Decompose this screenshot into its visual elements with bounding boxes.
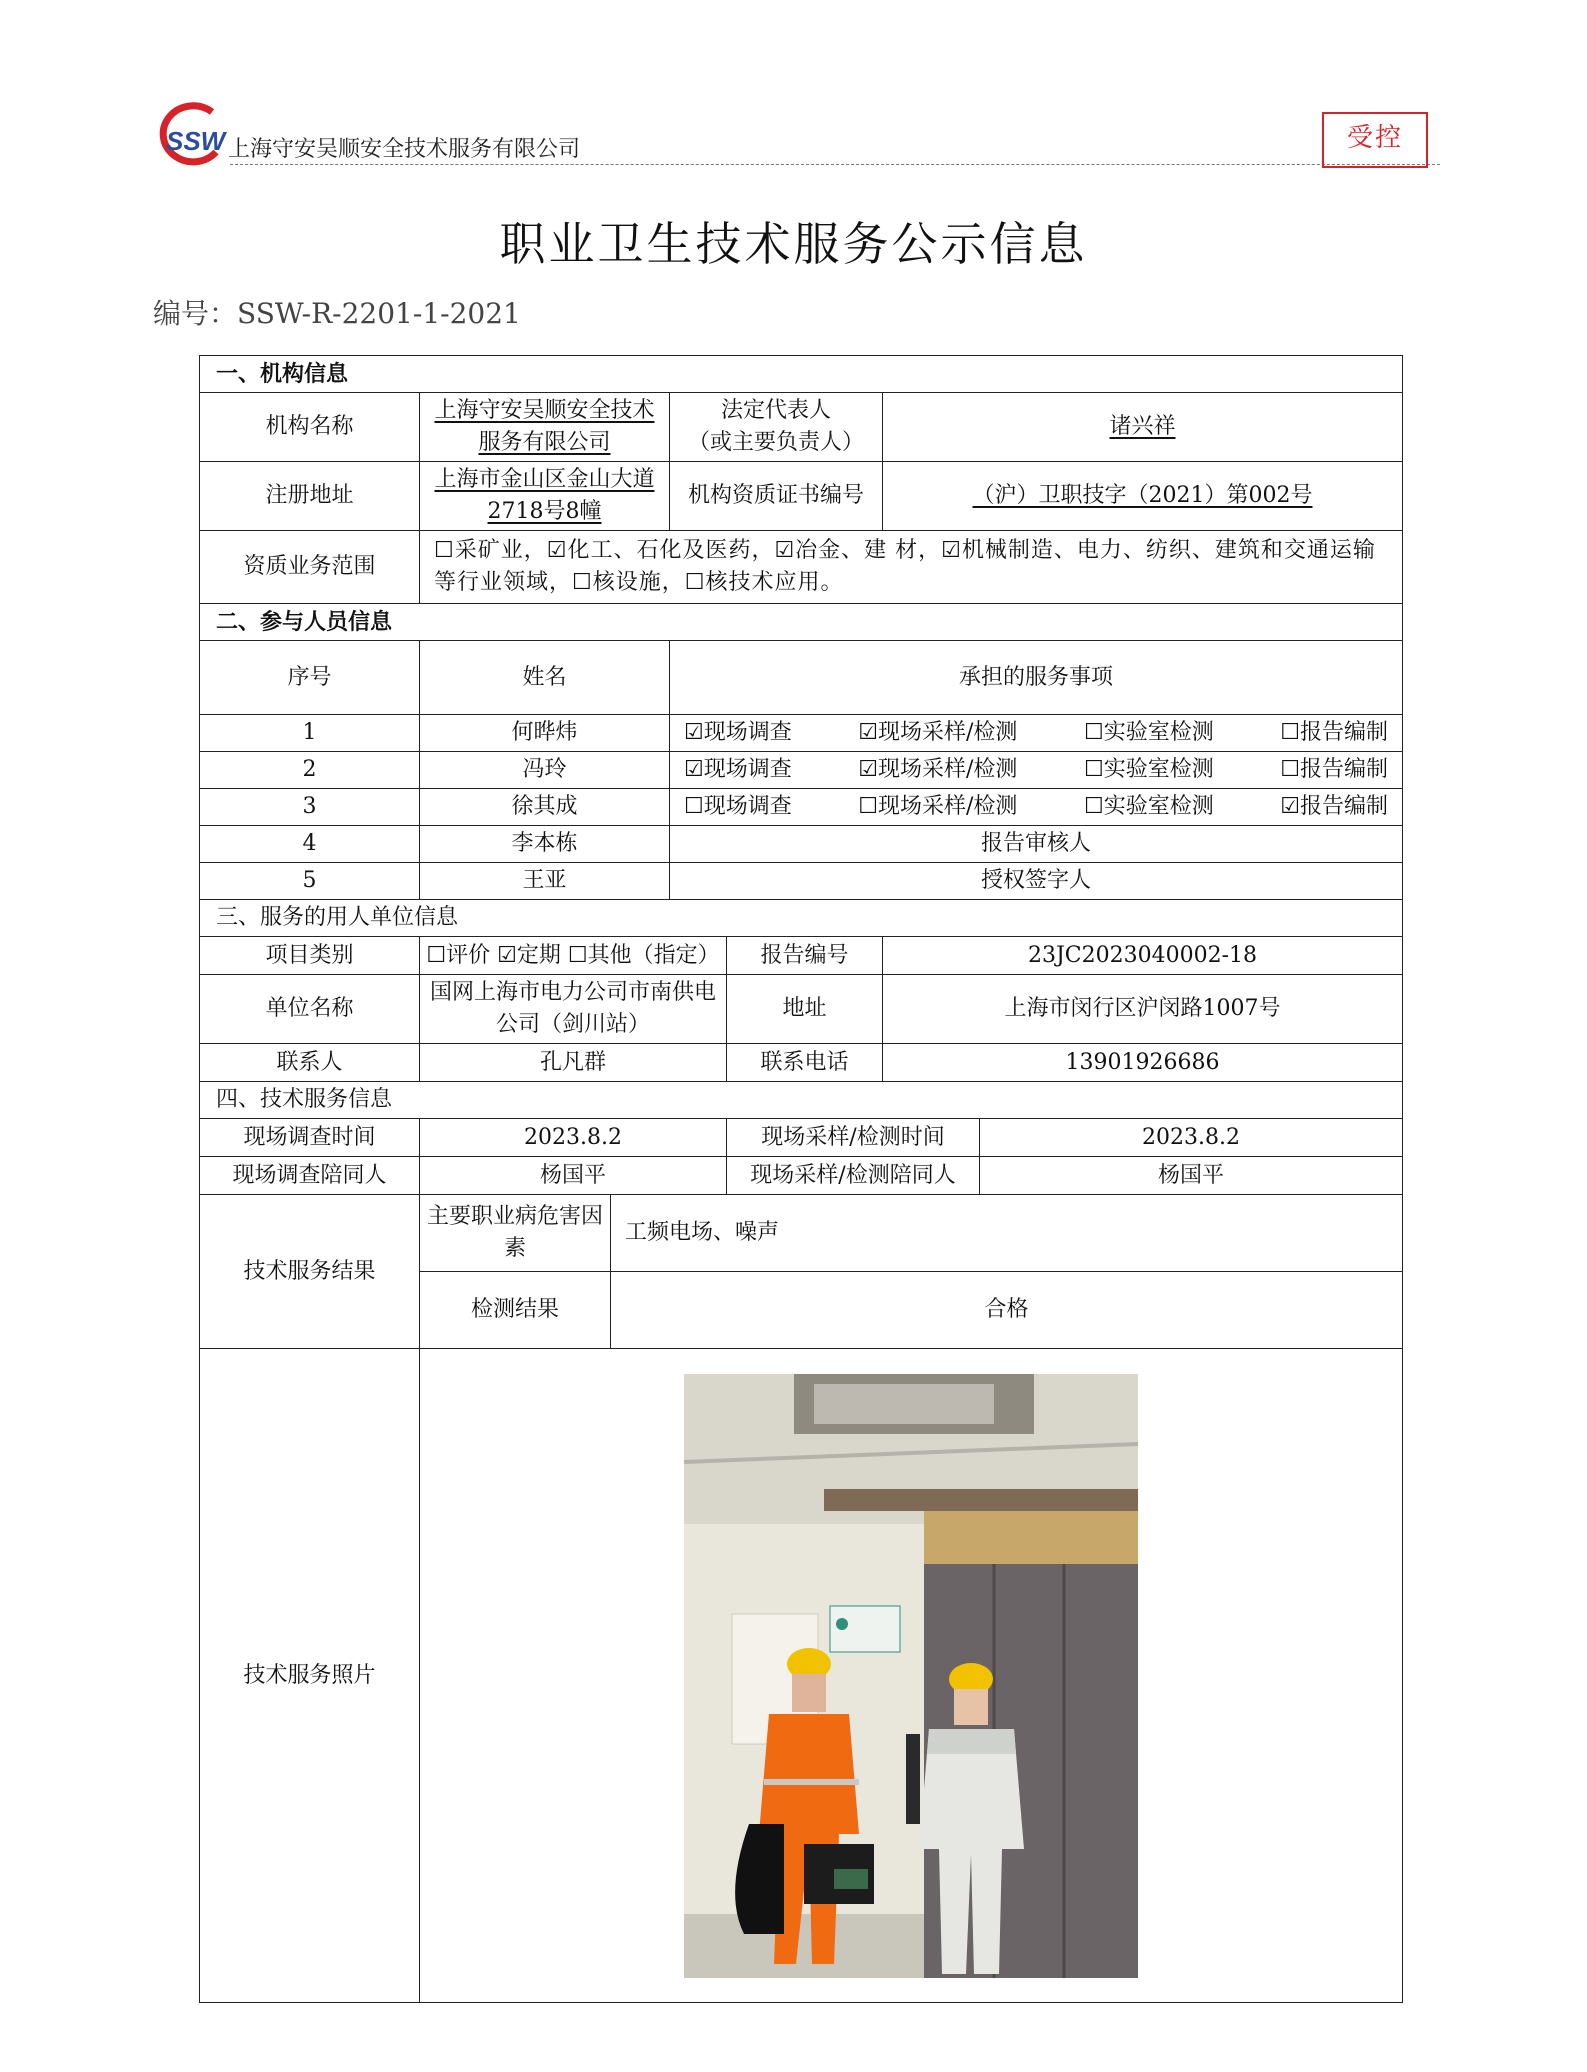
report-no-value: 23JC2023040002-18 [883, 937, 1403, 975]
page-header [150, 102, 1440, 168]
test-result-value: 合格 [611, 1272, 1403, 1349]
row-name: 何晔炜 [420, 715, 670, 752]
company-name: 上海守安吴顺安全技术服务有限公司 [228, 137, 581, 162]
sample-time-label: 现场采样/检测时间 [727, 1119, 980, 1157]
personnel-row [200, 789, 1403, 826]
legal-rep-label-line2: （或主要负责人） [687, 430, 864, 455]
service-lab: ☐实验室检测 [1084, 794, 1214, 819]
row-role: 授权签字人 [670, 863, 1403, 900]
service-sampling: ☑现场采样/检测 [858, 720, 1018, 745]
service-survey: ☐现场调查 [684, 794, 792, 819]
sample-time-value: 2023.8.2 [980, 1119, 1403, 1157]
personnel-row [200, 826, 1403, 863]
disclosure-form [199, 355, 1403, 2003]
service-sampling: ☐现场采样/检测 [858, 794, 1018, 819]
org-name-value: 上海守安吴顺安全技术服务有限公司 [420, 393, 670, 462]
service-photo-image [684, 1374, 1138, 1978]
row-no: 1 [200, 715, 420, 752]
personnel-row [200, 715, 1403, 752]
contact-value: 孔凡群 [420, 1044, 727, 1082]
survey-escort-value: 杨国平 [420, 1157, 727, 1195]
cert-value: （沪）卫职技字（2021）第002号 [883, 462, 1403, 531]
row-name: 冯玲 [420, 752, 670, 789]
row-name: 王亚 [420, 863, 670, 900]
test-result-label: 检测结果 [420, 1272, 611, 1349]
row-services [670, 789, 1403, 826]
category-value: ☐评价 ☑定期 ☐其他（指定） [420, 937, 727, 975]
result-label: 技术服务结果 [200, 1195, 420, 1349]
unit-address-label: 地址 [727, 975, 883, 1044]
service-sampling: ☑现场采样/检测 [858, 757, 1018, 782]
col-header-items: 承担的服务事项 [670, 641, 1403, 715]
hazard-label: 主要职业病危害因素 [420, 1195, 611, 1272]
sample-escort-label: 现场采样/检测陪同人 [727, 1157, 980, 1195]
org-name-label: 机构名称 [200, 393, 420, 462]
phone-value: 13901926686 [883, 1044, 1403, 1082]
address-value: 上海市金山区金山大道2718号8幢 [420, 462, 670, 531]
row-no: 2 [200, 752, 420, 789]
row-no: 3 [200, 789, 420, 826]
survey-time-value: 2023.8.2 [420, 1119, 727, 1157]
header-divider [230, 164, 1440, 165]
survey-escort-label: 现场调查陪同人 [200, 1157, 420, 1195]
service-survey: ☑现场调查 [684, 757, 792, 782]
scope-label: 资质业务范围 [200, 531, 420, 604]
photo-label: 技术服务照片 [200, 1349, 420, 2003]
address-label: 注册地址 [200, 462, 420, 531]
service-lab: ☐实验室检测 [1084, 720, 1214, 745]
photo-cell [420, 1349, 1403, 2003]
phone-label: 联系电话 [727, 1044, 883, 1082]
service-report: ☐报告编制 [1280, 757, 1389, 782]
col-header-name: 姓名 [420, 641, 670, 715]
section-personnel: 二、参与人员信息 [200, 604, 1403, 641]
service-report: ☐报告编制 [1280, 720, 1389, 745]
sample-escort-value: 杨国平 [980, 1157, 1403, 1195]
personnel-row [200, 863, 1403, 900]
row-role: 报告审核人 [670, 826, 1403, 863]
row-no: 4 [200, 826, 420, 863]
page-title: 职业卫生技术服务公示信息 [499, 217, 1088, 271]
controlled-stamp: 受控 [1322, 112, 1428, 168]
company-logo [150, 102, 230, 168]
row-name: 李本栋 [420, 826, 670, 863]
document-number: 编号：SSW-R-2201-1-2021 [153, 297, 521, 330]
survey-time-label: 现场调查时间 [200, 1119, 420, 1157]
scope-value: ☐采矿业，☑化工、石化及医药，☑冶金、建 材，☑机械制造、电力、纺织、建筑和交通运输等行业领域，☐核设施，☐核技术应用。 [420, 531, 1403, 604]
report-no-label: 报告编号 [727, 937, 883, 975]
unit-name-label: 单位名称 [200, 975, 420, 1044]
row-no: 5 [200, 863, 420, 900]
service-lab: ☐实验室检测 [1084, 757, 1214, 782]
section-employer: 三、服务的用人单位信息 [200, 900, 1403, 937]
section-org-info: 一、机构信息 [200, 356, 1403, 393]
category-label: 项目类别 [200, 937, 420, 975]
service-photo [684, 1374, 1138, 1978]
row-name: 徐其成 [420, 789, 670, 826]
service-report: ☑报告编制 [1280, 794, 1389, 819]
section-tech-service: 四、技术服务信息 [200, 1082, 1403, 1119]
personnel-row [200, 752, 1403, 789]
contact-label: 联系人 [200, 1044, 420, 1082]
legal-rep-value: 诸兴祥 [883, 393, 1403, 462]
col-header-no: 序号 [200, 641, 420, 715]
row-services [670, 715, 1403, 752]
svg-text:SSW: SSW [166, 126, 226, 156]
legal-rep-label [670, 393, 883, 462]
hazard-value: 工频电场、噪声 [611, 1195, 1403, 1272]
service-survey: ☑现场调查 [684, 720, 792, 745]
cert-label: 机构资质证书编号 [670, 462, 883, 531]
legal-rep-label-line1: 法定代表人 [720, 398, 831, 423]
row-services [670, 752, 1403, 789]
unit-address-value: 上海市闵行区沪闵路1007号 [883, 975, 1403, 1044]
unit-name-value: 国网上海市电力公司市南供电公司（剑川站） [420, 975, 727, 1044]
